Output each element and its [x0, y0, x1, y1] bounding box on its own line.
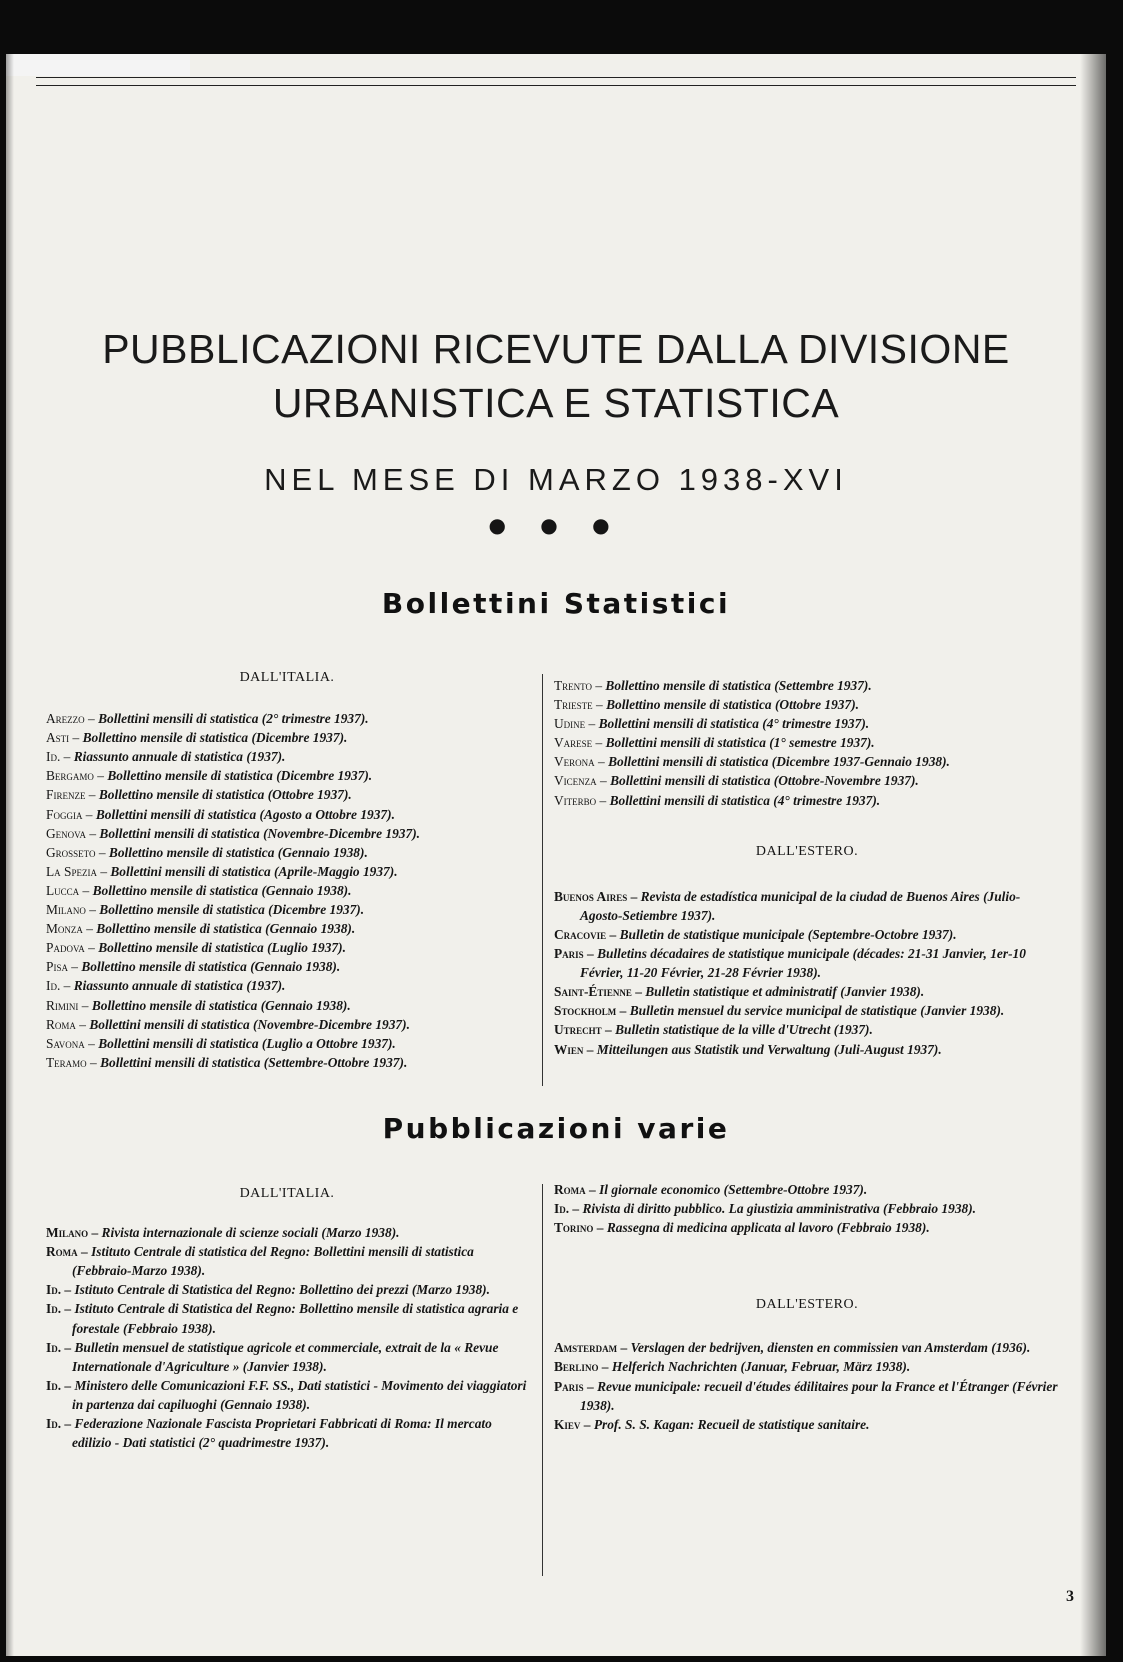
- entry-list: [46, 1223, 528, 1452]
- entry-publication: Helferich Nachrichten (Januar, Februar, März 1938).: [611, 1359, 911, 1375]
- entry-publication: Bollettini mensili di statistica (4° trimestre 1937).: [609, 792, 881, 808]
- entry-separator: –: [627, 888, 641, 904]
- entry-city: Udine: [554, 716, 586, 732]
- entry-publication: Bulletin statistique de la ville d'Utrecht (1937).: [615, 1022, 873, 1038]
- entry-city: Viterbo: [554, 792, 597, 808]
- list-item: [46, 805, 528, 824]
- entry-city: Berlino: [554, 1359, 599, 1375]
- entry-publication: Bollettino mensile di statistica (Gennaio 1938).: [108, 844, 368, 860]
- list-item: [554, 1199, 1060, 1218]
- list-item: [46, 1034, 528, 1053]
- entry-separator: –: [583, 1041, 597, 1057]
- list-item: [46, 824, 528, 843]
- entry-separator: –: [616, 1003, 630, 1019]
- entry-list: [554, 676, 1060, 810]
- list-item: [554, 1040, 1060, 1059]
- list-item: [554, 752, 1060, 771]
- entry-publication: Bollettini mensili di statistica (Luglio a Ottobre 1937).: [98, 1035, 396, 1051]
- list-item: [46, 766, 528, 785]
- list-item: [46, 1223, 528, 1242]
- entry-publication: Mitteilungen aus Statistik und Verwaltung (Juli-August 1937).: [596, 1041, 942, 1057]
- entry-city: Bergamo: [46, 768, 94, 784]
- entry-city: Verona: [554, 754, 595, 770]
- entry-publication: Bollettino mensile di statistica (Gennaio 1938).: [92, 882, 352, 898]
- entry-city: Genova: [46, 825, 87, 841]
- entry-publication: Istituto Centrale di Statistica del Regno: Bollettino mensile di statistica agraria e forestale (Febbraio 1938).: [72, 1301, 519, 1336]
- entry-city: Trieste: [554, 697, 593, 713]
- entry-separator: –: [596, 792, 610, 808]
- entry-city: Id.: [46, 1416, 62, 1432]
- column-heading: DALL'ITALIA.: [239, 670, 335, 685]
- entry-publication: Bollettino mensile di statistica (Settembre 1937).: [605, 678, 872, 693]
- entry-separator: –: [61, 1416, 75, 1432]
- entry-separator: –: [93, 768, 108, 784]
- entry-separator: –: [583, 946, 598, 962]
- entry-separator: –: [61, 1301, 75, 1317]
- entry-publication: Revista de estadística municipal de la ciudad de Buenos Aires (Julio-Agosto-Setiembre 1937).: [580, 888, 1021, 923]
- ornament-dots: ● ● ●: [488, 513, 624, 537]
- header-rule-top: [36, 77, 1076, 78]
- entry-separator: –: [606, 926, 620, 942]
- list-item: [554, 944, 1060, 982]
- list-item: [554, 925, 1060, 944]
- entry-separator: –: [598, 1359, 612, 1375]
- section-heading-bollettini: Bollettini Statistici: [381, 587, 731, 620]
- entry-city: Kiev: [554, 1416, 581, 1432]
- entry-publication: Bollettini mensili di statistica (Settembre-Ottobre 1937).: [100, 1054, 408, 1070]
- page-subtitle: NEL MESE DI MARZO 1938-XVI: [264, 462, 848, 497]
- column-divider: [542, 674, 543, 1086]
- entry-separator: –: [592, 678, 606, 693]
- entry-city: Varese: [554, 735, 593, 751]
- entry-separator: –: [61, 1282, 75, 1298]
- entry-publication: Bulletins décadaires de statistique municipale (décades: 21-31 Janvier, 1er-10 Février, 11-20 Février, 21-28 Février 1938).: [580, 946, 1026, 981]
- entry-list: [554, 1338, 1060, 1433]
- entry-list: [554, 887, 1060, 1059]
- bollettini-italia-column: [46, 668, 528, 1072]
- entry-separator: –: [60, 749, 74, 765]
- list-item: [46, 785, 528, 804]
- entry-separator: –: [67, 959, 82, 975]
- list-item: [554, 771, 1060, 790]
- entry-publication: Bollettini mensili di statistica (2° trimestre 1937).: [98, 711, 369, 727]
- entry-city: Roma: [554, 1182, 586, 1197]
- list-item: [46, 728, 528, 747]
- entry-city: Milano: [46, 902, 86, 918]
- entry-publication: Revue municipale: recueil d'études édilitaires pour la France et l'Étranger (Février 1938).: [580, 1378, 1058, 1413]
- list-item: [554, 1377, 1060, 1415]
- entry-separator: –: [60, 978, 74, 994]
- entry-publication: Bollettini mensili di statistica (Aprile-Maggio 1937).: [110, 863, 398, 879]
- list-item: [554, 695, 1060, 714]
- entry-city: Asti: [46, 730, 70, 746]
- header-rule-bottom: [36, 85, 1076, 86]
- list-item: [554, 1357, 1060, 1376]
- entry-separator: –: [86, 1054, 101, 1070]
- list-item: [46, 1053, 528, 1072]
- entry-publication: Bollettini mensili di statistica (4° trimestre 1937).: [598, 716, 870, 732]
- entry-publication: Bollettini mensili di statistica (1° semestre 1937).: [605, 735, 875, 751]
- document-page: [6, 54, 1106, 1656]
- entry-city: Utrecht: [554, 1022, 602, 1038]
- entry-publication: Bollettino mensile di statistica (Gennaio 1938).: [91, 997, 351, 1013]
- entry-separator: –: [75, 1016, 90, 1032]
- entry-separator: –: [88, 1225, 102, 1241]
- entry-separator: –: [95, 844, 109, 860]
- entry-publication: Rivista di diritto pubblico. La giustizia amministrativa (Febbraio 1938).: [582, 1201, 977, 1217]
- entry-city: Roma: [46, 1016, 76, 1032]
- varie-right-column: [554, 1180, 1060, 1434]
- entry-city: Wien: [554, 1041, 584, 1057]
- entry-city: La Spezia: [46, 863, 97, 879]
- entry-separator: –: [82, 806, 96, 822]
- entry-separator: –: [585, 716, 599, 732]
- entry-city: Id.: [554, 1201, 570, 1217]
- entry-separator: –: [592, 735, 606, 751]
- scan-shadow-left: [6, 54, 14, 1656]
- entry-city: Pisa: [46, 959, 68, 975]
- entry-publication: Bollettini mensili di statistica (Ottobre-Novembre 1937).: [610, 773, 919, 789]
- entry-city: Id.: [46, 1301, 62, 1317]
- entry-publication: Ministero delle Comunicazioni F.F. SS., Dati statistici - Movimento dei viaggiatori in partenza dai capiluoghi (Gennaio 1938).: [72, 1377, 527, 1412]
- list-item: [554, 1020, 1060, 1039]
- list-item: [554, 714, 1060, 733]
- entry-publication: Bollettino mensile di statistica (Dicembre 1937).: [107, 768, 373, 784]
- entry-separator: –: [79, 882, 93, 898]
- entry-separator: –: [585, 1182, 600, 1197]
- entry-separator: –: [84, 940, 99, 956]
- entry-city: Torino: [554, 1220, 594, 1236]
- column-divider: [542, 1184, 543, 1576]
- bollettini-italia-cont-column: [554, 676, 1060, 1059]
- page-title-line-2: URBANISTICA E STATISTICA: [272, 380, 840, 426]
- entry-city: Trento: [554, 678, 593, 693]
- entry-separator: –: [77, 1244, 92, 1260]
- entry-separator: –: [580, 1416, 594, 1432]
- list-item: [554, 1415, 1060, 1434]
- entry-separator: –: [84, 711, 99, 727]
- entry-city: Milano: [46, 1225, 89, 1241]
- list-item: [46, 1015, 528, 1034]
- entry-city: Id.: [46, 1377, 62, 1393]
- entry-city: Saint-Étienne: [554, 984, 632, 1000]
- list-item: [554, 887, 1060, 925]
- entry-city: Vicenza: [554, 773, 597, 789]
- entry-publication: Bulletin de statistique municipale (Septembre-Octobre 1937).: [619, 926, 957, 942]
- column-heading: DALL'ESTERO.: [755, 843, 859, 859]
- list-item: [46, 1338, 528, 1376]
- list-item: [46, 881, 528, 900]
- entry-publication: Riassunto annuale di statistica (1937).: [73, 749, 286, 765]
- list-item: [46, 919, 528, 938]
- list-item: [554, 982, 1060, 1001]
- entry-publication: Bollettini mensili di statistica (Novembre-Dicembre 1937).: [89, 1016, 410, 1032]
- entry-separator: –: [82, 921, 97, 937]
- list-item: [46, 1299, 528, 1337]
- entry-publication: Federazione Nazionale Fascista Proprietari Fabbricati di Roma: Il mercato edilizio - Dati statistici (2° quadrimestre 1937).: [72, 1416, 492, 1451]
- entry-city: Roma: [46, 1244, 78, 1260]
- entry-separator: –: [84, 1035, 99, 1051]
- list-item: [46, 938, 528, 957]
- varie-italia-column: [46, 1184, 528, 1452]
- entry-city: Amsterdam: [554, 1340, 618, 1356]
- entry-separator: –: [85, 787, 99, 803]
- entry-city: Stockholm: [554, 1003, 617, 1019]
- entry-list: [554, 1180, 1060, 1237]
- entry-city: Firenze: [46, 787, 86, 803]
- entry-separator: –: [593, 1220, 607, 1236]
- entry-city: Savona: [46, 1035, 85, 1051]
- scan-shadow-right: [1080, 54, 1106, 1656]
- entry-publication: Bollettini mensili di statistica (Dicembre 1937-Gennaio 1938).: [608, 754, 950, 770]
- entry-publication: Bulletin mensuel du service municipal de statistique (Janvier 1938).: [629, 1003, 1005, 1019]
- list-item: [554, 1180, 1060, 1199]
- entry-city: Rimini: [46, 997, 79, 1013]
- entry-city: Padova: [46, 940, 85, 956]
- section-heading-varie: Pubblicazioni varie: [382, 1112, 730, 1145]
- entry-separator: –: [569, 1201, 583, 1217]
- entry-separator: –: [601, 1022, 616, 1038]
- entry-city: Monza: [46, 921, 83, 937]
- list-item: [46, 976, 528, 995]
- entry-publication: Bollettino mensile di statistica (Dicembre 1937).: [82, 730, 348, 746]
- list-item: [554, 791, 1060, 810]
- list-item: [46, 900, 528, 919]
- list-item: [554, 1001, 1060, 1020]
- page-number: 3: [1066, 1588, 1074, 1605]
- entry-publication: Il giornale economico (Settembre-Ottobre 1937).: [599, 1182, 868, 1197]
- entry-separator: –: [86, 825, 100, 841]
- entry-city: Arezzo: [46, 711, 85, 727]
- list-item: [554, 1218, 1060, 1237]
- list-item: [46, 843, 528, 862]
- entry-publication: Bollettino mensile di statistica (Dicembre 1937).: [99, 902, 365, 918]
- entry-separator: –: [596, 773, 611, 789]
- entry-city: Id.: [46, 1282, 62, 1298]
- list-item: [554, 676, 1060, 695]
- entry-separator: –: [592, 697, 607, 713]
- entry-city: Paris: [554, 1378, 584, 1394]
- list-item: [46, 747, 528, 766]
- list-item: [554, 1338, 1060, 1357]
- entry-publication: Bollettino mensile di statistica (Gennaio 1938).: [96, 921, 356, 937]
- entry-publication: Bulletin mensuel de statistique agricole et commerciale, extrait de la « Revue Internationale d'Agriculture » (Janvier 1938).: [72, 1339, 499, 1374]
- list-item: [46, 957, 528, 976]
- entry-publication: Istituto Centrale di Statistica del Regno: Bollettino dei prezzi (Marzo 1938).: [74, 1282, 490, 1298]
- list-item: [46, 1280, 528, 1299]
- column-heading: DALL'ESTERO.: [755, 1297, 859, 1313]
- scan-border-notch: [6, 54, 190, 76]
- list-item: [46, 1414, 528, 1452]
- list-item: [46, 709, 528, 728]
- entry-city: Cracovie: [554, 926, 607, 942]
- entry-city: Lucca: [46, 882, 80, 898]
- entry-list: [46, 709, 528, 1072]
- entry-publication: Bollettino mensile di statistica (Luglio 1937).: [98, 940, 346, 956]
- entry-city: Paris: [554, 946, 584, 962]
- entry-publication: Istituto Centrale di statistica del Regno: Bollettini mensili di statistica (Febbraio-Marzo 1938).: [72, 1244, 474, 1279]
- list-item: [46, 1242, 528, 1280]
- entry-separator: –: [61, 1377, 75, 1393]
- list-item: [46, 862, 528, 881]
- entry-publication: Rivista internazionale di scienze sociali (Marzo 1938).: [101, 1225, 400, 1241]
- entry-separator: –: [583, 1378, 598, 1394]
- entry-city: Id.: [46, 749, 61, 765]
- entry-separator: –: [96, 863, 111, 879]
- page-title-line-1: PUBBLICAZIONI RICEVUTE DALLA DIVISIONE: [102, 326, 1010, 372]
- entry-separator: –: [78, 997, 92, 1013]
- entry-separator: –: [61, 1339, 75, 1355]
- entry-separator: –: [69, 730, 83, 746]
- list-item: [46, 1376, 528, 1414]
- entry-separator: –: [594, 754, 609, 770]
- list-item: [554, 733, 1060, 752]
- entry-publication: Prof. S. S. Kagan: Recueil de statistique sanitaire.: [593, 1416, 870, 1432]
- entry-city: Foggia: [46, 806, 83, 822]
- entry-publication: Bulletin statistique et administratif (Janvier 1938).: [645, 984, 925, 1000]
- entry-city: Buenos Aires: [554, 888, 628, 904]
- entry-city: Grosseto: [46, 844, 96, 860]
- entry-city: Id.: [46, 1339, 62, 1355]
- entry-separator: –: [631, 984, 646, 1000]
- entry-separator: –: [85, 902, 100, 918]
- entry-city: Teramo: [46, 1054, 87, 1070]
- entry-city: Id.: [46, 978, 61, 994]
- column-heading: DALL'ITALIA.: [239, 1186, 335, 1201]
- list-item: [46, 996, 528, 1015]
- entry-publication: Rassegna di medicina applicata al lavoro (Febbraio 1938).: [606, 1220, 930, 1236]
- entry-publication: Bollettini mensili di statistica (Agosto a Ottobre 1937).: [95, 806, 395, 822]
- entry-publication: Verslagen der bedrijven, diensten en commissien van Amsterdam (1936).: [630, 1340, 1031, 1356]
- entry-publication: Bollettini mensili di statistica (Novembre-Dicembre 1937).: [99, 825, 421, 841]
- entry-publication: Bollettino mensile di statistica (Ottobre 1937).: [98, 787, 352, 803]
- entry-publication: Bollettino mensile di statistica (Ottobre 1937).: [606, 697, 860, 713]
- entry-publication: Riassunto annuale di statistica (1937).: [73, 978, 286, 994]
- entry-publication: Bollettino mensile di statistica (Gennaio 1938).: [81, 959, 341, 975]
- entry-separator: –: [617, 1340, 631, 1356]
